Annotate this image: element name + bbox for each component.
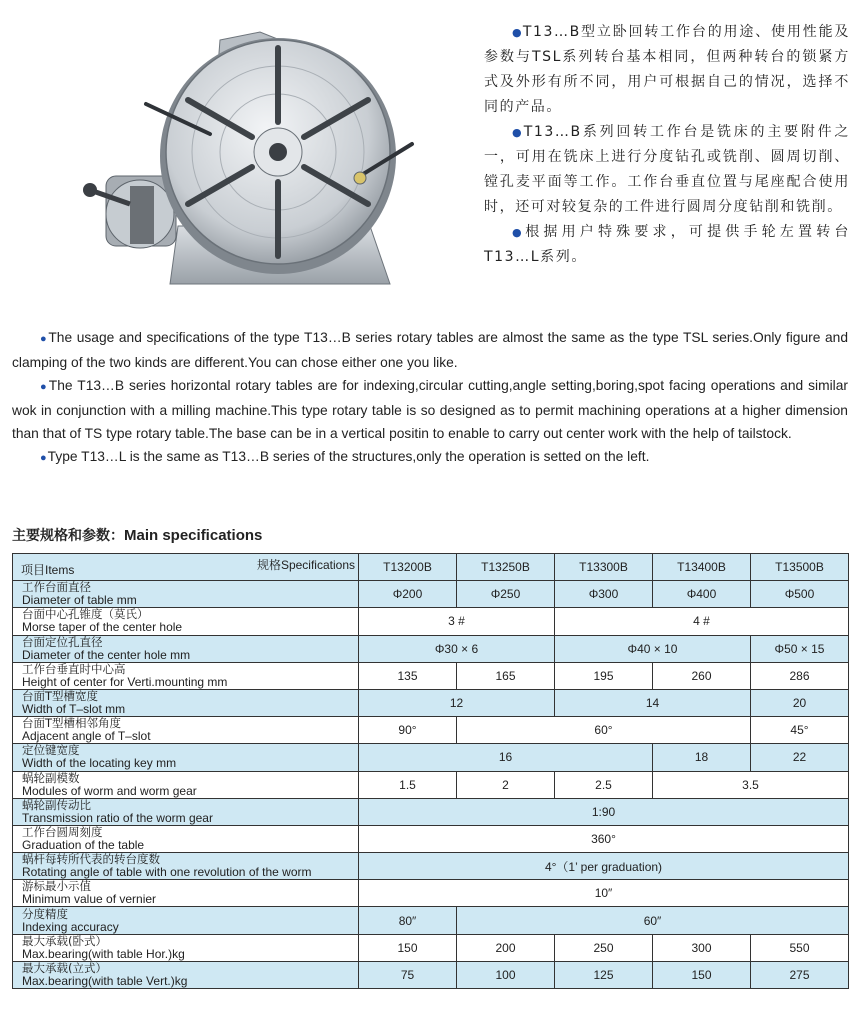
spec-value-cell: 3.5 — [653, 771, 849, 798]
table-row — [13, 581, 849, 608]
table-header-row — [13, 554, 849, 581]
table-row — [13, 853, 849, 880]
spec-value-cell: 22 — [751, 744, 849, 771]
spec-item-cell — [13, 853, 359, 880]
spec-value-cell: 2.5 — [555, 771, 653, 798]
spec-item-cell — [13, 608, 359, 635]
bullet-icon: ● — [40, 452, 47, 464]
table-row — [13, 961, 849, 988]
spec-value-cell: 125 — [555, 961, 653, 988]
spec-value-cell: 1:90 — [359, 798, 849, 825]
spec-item-cell — [13, 744, 359, 771]
spec-value-cell: 16 — [359, 744, 653, 771]
spec-item-cell — [13, 934, 359, 961]
spec-item-en: Graduation of the table — [22, 837, 145, 852]
table-row — [13, 608, 849, 635]
spec-value-cell: 286 — [751, 662, 849, 689]
spec-item-en: Height of center for Verti.mounting mm — [22, 674, 228, 689]
table-row — [13, 689, 849, 716]
spec-value-cell: 550 — [751, 934, 849, 961]
spec-value-cell: Φ50 × 15 — [751, 635, 849, 662]
spec-item-en: Diameter of the center hole mm — [22, 647, 191, 662]
spec-value-cell: 275 — [751, 961, 849, 988]
spec-value-cell: 80″ — [359, 907, 457, 934]
spec-value-cell: 260 — [653, 662, 751, 689]
spec-item-en: Width of T–slot mm — [22, 702, 126, 717]
en-paragraph-3: ●Type T13…L is the same as T13…B series of the structures,only the operation is setted on the left. — [40, 449, 650, 464]
table-row — [13, 744, 849, 771]
spec-item-cell — [13, 961, 359, 988]
spec-item-cn: 蜗轮副模数 — [22, 770, 80, 785]
spec-value-cell: 18 — [653, 744, 751, 771]
table-row — [13, 880, 849, 907]
spec-item-cn: 工作台面直径 — [22, 580, 91, 595]
spec-value-cell: 100 — [457, 961, 555, 988]
spec-item-cell — [13, 771, 359, 798]
header-items-label: 项目Items — [21, 563, 75, 578]
table-row — [13, 717, 849, 744]
spec-item-cn: 工作台垂直时中心高 — [22, 661, 126, 676]
header-model: T13250B — [457, 554, 555, 581]
spec-value-cell: 60″ — [457, 907, 849, 934]
spec-item-cell — [13, 798, 359, 825]
spec-item-cell — [13, 717, 359, 744]
spec-item-cn: 工作台圆周刻度 — [22, 824, 103, 839]
spec-value-cell: 4°（1’ per graduation) — [359, 853, 849, 880]
spec-value-cell: 150 — [653, 961, 751, 988]
bullet-icon: ● — [40, 381, 48, 393]
spec-item-cn: 蜗杆每转所代表的转台度数 — [22, 852, 160, 867]
chinese-introduction — [484, 20, 850, 270]
header-model: T13500B — [751, 554, 849, 581]
spec-item-en: Adjacent angle of T–slot — [22, 729, 151, 744]
table-row — [13, 771, 849, 798]
cn-paragraph-2: ●T13…B系列回转工作台是铣床的主要附件之一，可用在铣床上进行分度钻孔或铣削、圆周切削、镗孔麦平面等工作。工作台垂直位置与尾座配合使用时，还可对较复杂的工件进行圆周分度钻削和铣削。 — [484, 124, 850, 215]
spec-item-cell — [13, 581, 359, 608]
specifications-title-en: Main specifications — [124, 527, 263, 544]
spec-item-cell — [13, 825, 359, 852]
spec-item-cn: 蜗轮副传动比 — [22, 797, 91, 812]
spec-value-cell: Φ40 × 10 — [555, 635, 751, 662]
spec-item-cell — [13, 662, 359, 689]
spec-item-cell — [13, 880, 359, 907]
spec-value-cell: 195 — [555, 662, 653, 689]
en-paragraph-2: ●The T13…B series horizontal rotary tables are for indexing,circular cutting,angle setting,boring,spot facing operations and similar wok in conjunction with a milling machine.This type rotary table is so designed as to permit machining operations at a higher dimension than that of TS type rotary table.The base can be in a vertical positin to enable to carry out center work with the help of tailstock. — [12, 378, 848, 441]
spec-item-en: Max.bearing(with table Hor.)kg — [22, 946, 185, 961]
spec-value-cell: 165 — [457, 662, 555, 689]
spec-item-cn: 台面定位孔直径 — [22, 634, 103, 649]
spec-value-cell: 12 — [359, 689, 555, 716]
spec-value-cell: 1.5 — [359, 771, 457, 798]
spec-item-cn: 定位键宽度 — [22, 743, 80, 758]
specifications-table — [12, 553, 849, 989]
bullet-icon: ● — [512, 226, 525, 239]
table-row — [13, 907, 849, 934]
table-row — [13, 825, 849, 852]
spec-value-cell: 75 — [359, 961, 457, 988]
spec-item-cn: 游标最小示值 — [22, 879, 91, 894]
spec-value-cell: 4 # — [555, 608, 849, 635]
spec-item-cell — [13, 689, 359, 716]
spec-value-cell: 10″ — [359, 880, 849, 907]
rotary-table-image — [60, 26, 420, 294]
table-body — [13, 581, 849, 989]
spec-value-cell: 300 — [653, 934, 751, 961]
spec-value-cell: 200 — [457, 934, 555, 961]
cn-paragraph-3: ●根据用户特殊要求，可提供手轮左置转台T13…L系列。 — [484, 224, 850, 265]
spec-value-cell: 45° — [751, 717, 849, 744]
spec-value-cell: 2 — [457, 771, 555, 798]
spec-value-cell: Φ250 — [457, 581, 555, 608]
table-row — [13, 662, 849, 689]
spec-item-en: Diameter of table mm — [22, 593, 137, 608]
header-specifications-label: 规格Specifications — [256, 558, 355, 572]
header-model: T13200B — [359, 554, 457, 581]
spec-item-cn: 台面T型槽宽度 — [22, 689, 99, 704]
spec-item-cn: 台面T型槽相邻角度 — [22, 716, 122, 731]
spec-value-cell: Φ30 × 6 — [359, 635, 555, 662]
spec-value-cell: 90° — [359, 717, 457, 744]
bullet-icon: ● — [512, 26, 522, 39]
spec-item-en: Width of the locating key mm — [22, 756, 177, 771]
bullet-icon: ● — [40, 333, 48, 345]
table-row — [13, 798, 849, 825]
spec-item-cell — [13, 907, 359, 934]
table-row — [13, 635, 849, 662]
spec-value-cell: 60° — [457, 717, 751, 744]
header-model: T13300B — [555, 554, 653, 581]
spec-value-cell: 135 — [359, 662, 457, 689]
spec-item-cell — [13, 635, 359, 662]
spec-item-cn: 分度精度 — [22, 906, 68, 921]
spec-item-en: Transmission ratio of the worm gear — [22, 810, 213, 825]
header-model: T13400B — [653, 554, 751, 581]
specifications-title-cn: 主要规格和参数： — [12, 528, 124, 544]
spec-item-en: Max.bearing(with table Vert.)kg — [22, 973, 188, 988]
spec-value-cell: Φ300 — [555, 581, 653, 608]
specifications-title — [12, 525, 262, 545]
spec-item-cn: 最大承载(立式） — [22, 960, 107, 975]
spec-value-cell: Φ200 — [359, 581, 457, 608]
spec-item-cn: 最大承载(卧式） — [22, 933, 107, 948]
spec-value-cell: Φ400 — [653, 581, 751, 608]
cn-paragraph-1: ●T13…B型立卧回转工作台的用途、使用性能及参数与TSL系列转台基本相同，但两种转台的锁紧方式及外形有所不同，用户可根据自己的情况，选择不同的产品。 — [484, 24, 850, 115]
spec-item-en: Indexing accuracy — [22, 919, 119, 934]
table-row — [13, 934, 849, 961]
spec-value-cell: 14 — [555, 689, 751, 716]
spec-item-en: Minimum value of vernier — [22, 892, 157, 907]
header-corner-cell — [13, 554, 359, 581]
spec-item-en: Rotating angle of table with one revolution of the worm — [22, 865, 312, 880]
spec-item-en: Modules of worm and worm gear — [22, 783, 197, 798]
spec-value-cell: 250 — [555, 934, 653, 961]
spec-item-cn: 台面中心孔锥度（莫氏） — [22, 607, 149, 622]
spec-value-cell: Φ500 — [751, 581, 849, 608]
spec-value-cell: 360° — [359, 825, 849, 852]
spec-value-cell: 3 # — [359, 608, 555, 635]
bullet-icon: ● — [512, 126, 523, 139]
english-introduction — [12, 326, 848, 470]
spec-item-en: Morse taper of the center hole — [22, 620, 183, 635]
en-paragraph-1: ●The usage and specifications of the type T13…B series rotary tables are almost the same as the type TSL series.Only figure and clamping of the two kinds are different.You can chose either one you like. — [12, 330, 848, 370]
spec-value-cell: 20 — [751, 689, 849, 716]
spec-value-cell: 150 — [359, 934, 457, 961]
